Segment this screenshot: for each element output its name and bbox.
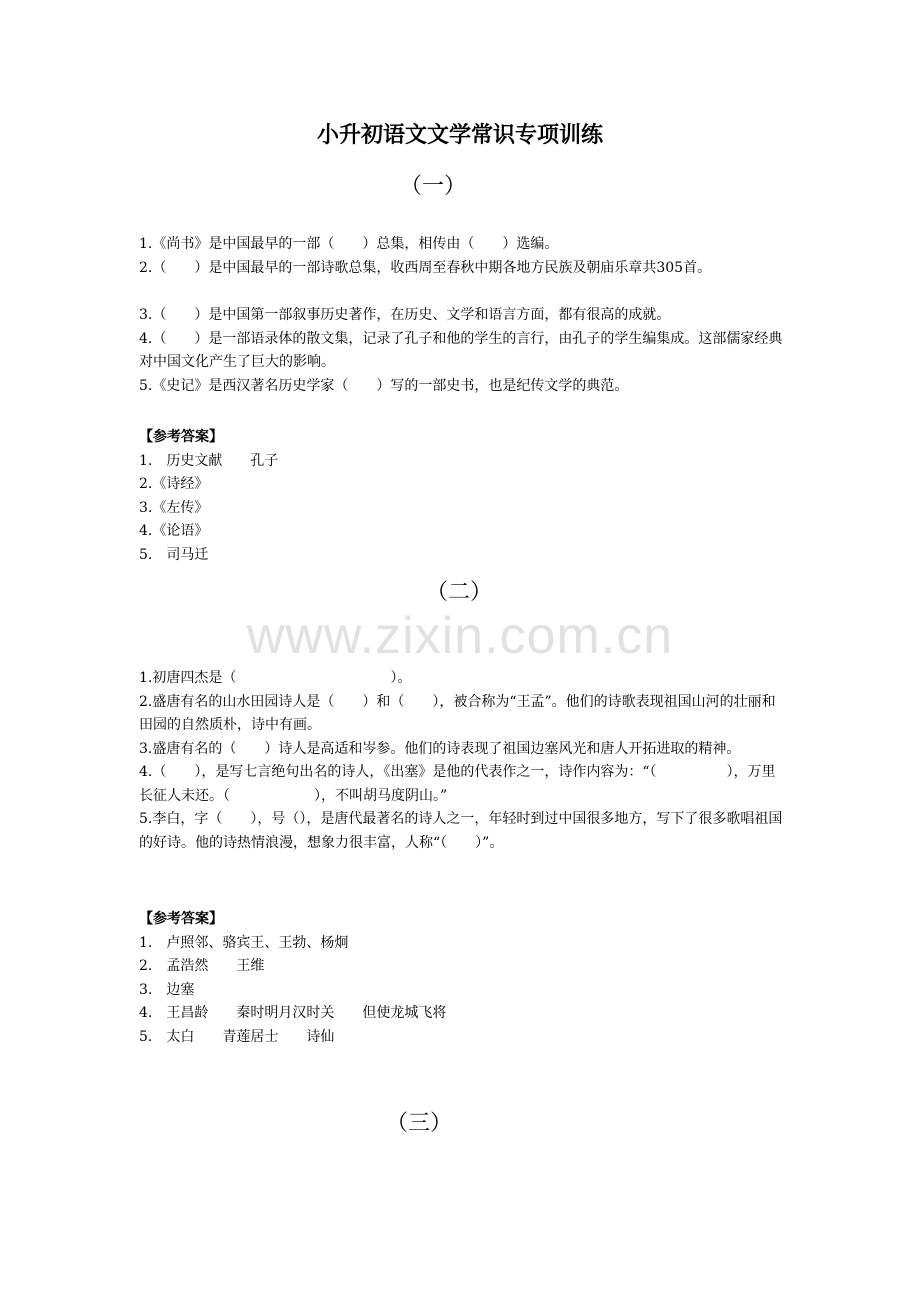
answer-item: 4.《论语》 xyxy=(139,523,209,539)
answer-item: 3.《左传》 xyxy=(139,499,209,516)
question-item: 4.（ ），是写七言绝句出名的诗人，《出塞》是他的代表作之一，诗作内容为：“（ ），万里长征人未还。（ ），不叫胡马度阴山。” xyxy=(139,764,776,804)
question-item: 3.盛唐有名的（ ）诗人是高适和岑参。他们的诗表现了祖国边塞风光和唐人开拓进取的精神。 xyxy=(139,740,741,757)
question-item: 5.李白，字（ ），号（），是唐代最著名的诗人之一，年轻时到过中国很多地方，写下了很多歌唱祖国的好诗。他的诗热情浪漫，想象力很丰富，人称“（ ）”。 xyxy=(139,811,783,851)
answer-item: 1. 历史文献 孔子 xyxy=(139,452,279,469)
section-heading-3: （三） xyxy=(386,1111,453,1136)
question-item: 4.（ ）是一部语录体的散文集，记录了孔子和他的学生的言行，由孔子的学生编集成。这部儒家经典对中国文化产生了巨大的影响。 xyxy=(139,330,783,370)
watermark: www.zixin.com.cn xyxy=(246,607,674,665)
section-heading-2: （二） xyxy=(426,580,493,605)
answer-item: 2. 孟浩然 王维 xyxy=(139,958,265,974)
section-heading-1: （一） xyxy=(400,174,467,199)
question-item: 1.《尚书》是中国最早的一部（ ）总集，相传由（ ）选编。 xyxy=(139,236,559,252)
question-item: 5.《史记》是西汉著名历史学家（ ）写的一部史书，也是纪传文学的典范。 xyxy=(139,377,629,394)
answer-label: 【参考答案】 xyxy=(139,911,223,927)
answer-item: 2.《诗经》 xyxy=(139,476,209,492)
answer-item: 3. 边塞 xyxy=(139,981,195,998)
answer-item: 4. 王昌龄 秦时明月汉时关 但使龙城飞将 xyxy=(139,1005,447,1021)
answer-item: 5. 太白 青莲居士 诗仙 xyxy=(139,1028,335,1045)
question-item: 3.（ ）是中国第一部叙事历史著作，在历史、文学和语言方面，都有很高的成就。 xyxy=(139,307,671,323)
section-2-answers xyxy=(139,908,789,1049)
question-item: 2.盛唐有名的山水田园诗人是（ ）和（ ），被合称为“王孟”。他们的诗歌表现祖国山河的壮丽和田园的自然质朴，诗中有画。 xyxy=(139,693,776,733)
answer-item: 1. 卢照邻、骆宾王、王勃、杨炯 xyxy=(139,934,349,951)
section-1-answers xyxy=(139,426,789,567)
section-2-questions xyxy=(139,667,789,855)
document-title: 小升初语文文学常识专项训练 xyxy=(316,123,603,148)
section-1-questions xyxy=(139,233,789,280)
answer-item: 5. 司马迁 xyxy=(139,546,209,563)
question-item: 1.初唐四杰是（ ）。 xyxy=(139,670,412,686)
question-item: 2.（ ）是中国最早的一部诗歌总集，收西周至春秋中期各地方民族及朝庙乐章共305首。 xyxy=(139,259,712,276)
answer-label: 【参考答案】 xyxy=(139,429,223,445)
section-1-questions-continued xyxy=(139,304,789,398)
